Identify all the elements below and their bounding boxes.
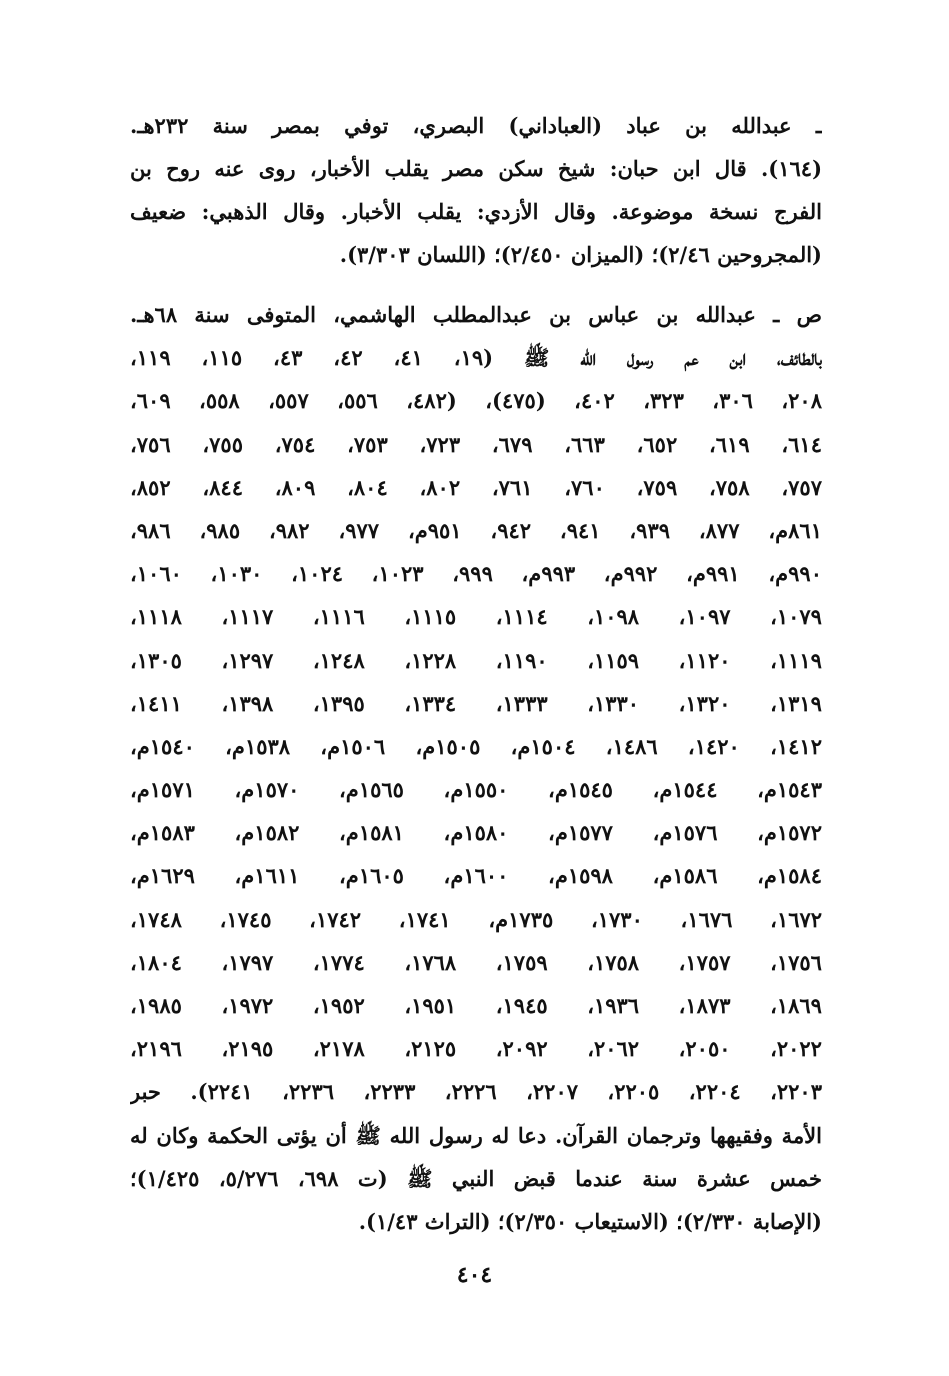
entry-line: ١٧٥٦، ١٧٥٧، ١٧٥٨، ١٧٥٩، ١٧٦٨، ١٧٧٤، ١٧٩٧، ١٨٠٤،	[130, 949, 822, 975]
entry-line: بالطائف، ابن عم رسول الله ﷺ (١٩، ٤١، ٤٢، ٤٣، ١١٥، ١١٩،	[130, 345, 822, 371]
entry-line: (الإصابة ٢/٣٣٠)؛ (الاستيعاب ٢/٣٥٠)؛ (التراث ١/٤٣).	[358, 1208, 822, 1234]
entry-line: ١٥٧٢م، ١٥٧٦م، ١٥٧٧م، ١٥٨٠م، ١٥٨١م، ١٥٨٢م، ١٥٨٣م،	[130, 820, 822, 846]
entry-line: ٢٠٢٢، ٢٠٥٠، ٢٠٦٢، ٢٠٩٢، ٢١٢٥، ٢١٧٨، ٢١٩٥، ٢١٩٦،	[130, 1036, 822, 1062]
entry-line: (المجروحين ٢/٤٦)؛ (الميزان ٢/٤٥٠)؛ (اللسان ٣/٣٠٣).	[339, 242, 822, 267]
biography-entry-abdullah-ibn-abbad	[130, 104, 822, 276]
entry-line: (١٦٤). قال ابن حبان: شيخ سكن مصر يقلب الأخبار، روى عنه روح بن	[130, 156, 822, 181]
entry-line: ١٣١٩، ١٣٢٠، ١٣٣٠، ١٣٣٣، ١٣٣٤، ١٣٩٥، ١٣٩٨، ١٤١١،	[130, 690, 822, 716]
entry-line: ١٥٨٤م، ١٥٨٦م، ١٥٩٨م، ١٦٠٠م، ١٦٠٥م، ١٦١١م، ١٦٢٩م،	[130, 863, 822, 889]
entry-line: الأمة وفقيهها وترجمان القرآن. دعا له رسول الله ﷺ أن يؤتى الحكمة وكان له	[130, 1122, 822, 1148]
entry-line: ٩٩٠م، ٩٩١م، ٩٩٢م، ٩٩٣م، ٩٩٩، ١٠٢٣، ١٠٢٤، ١٠٣٠، ١٠٦٠،	[130, 561, 822, 587]
entry-line: ٦١٤، ٦١٩، ٦٥٢، ٦٦٣، ٦٧٩، ٧٢٣، ٧٥٣، ٧٥٤، ٧٥٥، ٧٥٦،	[130, 431, 822, 457]
biography-entry-abdullah-ibn-abbas	[130, 293, 822, 1243]
entry-line: ٧٥٧، ٧٥٨، ٧٥٩، ٧٦٠، ٧٦١، ٨٠٢، ٨٠٤، ٨٠٩، ٨٤٤، ٨٥٢،	[130, 474, 822, 500]
entry-line: خمس عشرة سنة عندما قبض النبي ﷺ (ت ٦٩٨، ٥/٢٧٦، ١/٤٢٥)؛	[130, 1165, 822, 1191]
page-number: ٤٠٤	[456, 1262, 493, 1288]
entry-line: الفرج نسخة موضوعة. وقال الأزدي: يقلب الأخبار. وقال الذهبي: ضعيف	[130, 199, 822, 224]
entry-line: ١٨٦٩، ١٨٧٣، ١٩٣٦، ١٩٤٥، ١٩٥١، ١٩٥٢، ١٩٧٢، ١٩٨٥،	[130, 993, 822, 1018]
entry-line: ١٤١٢، ١٤٢٠، ١٤٨٦، ١٥٠٤م، ١٥٠٥م، ١٥٠٦م، ١٥٣٨م، ١٥٤٠م،	[130, 733, 822, 759]
entry-line: ٨٦١م، ٨٧٧، ٩٣٩، ٩٤١، ٩٤٢، ٩٥١م، ٩٧٧، ٩٨٢، ٩٨٥، ٩٨٦،	[130, 517, 822, 543]
entry-line: ص ـ عبدالله بن عباس بن عبدالمطلب الهاشمي، المتوفى سنة ٦٨هـ.	[130, 302, 822, 327]
entry-line: ١٦٧٢، ١٦٧٦، ١٧٣٠، ١٧٣٥م، ١٧٤١، ١٧٤٢، ١٧٤٥، ١٧٤٨،	[130, 906, 822, 932]
entry-line: ـ عبدالله بن عباد (العباداني) البصري، توفي بمصر سنة ٢٣٢هـ.	[130, 113, 822, 138]
entry-line: ١٠٧٩، ١٠٩٧، ١٠٩٨، ١١١٤، ١١١٥، ١١١٦، ١١١٧، ١١١٨،	[130, 604, 822, 630]
entry-line: ٢٠٨، ٣٠٦، ٣٢٣، ٤٠٢، (٤٧٥)، (٤٨٢، ٥٥٦، ٥٥٧، ٥٥٨، ٦٠٩،	[130, 388, 822, 414]
entry-line: ١١١٩، ١١٢٠، ١١٥٩، ١١٩٠، ١٢٢٨، ١٢٤٨، ١٢٩٧، ١٣٠٥،	[130, 647, 822, 673]
entry-line: ٢٢٠٣، ٢٢٠٤، ٢٢٠٥، ٢٢٠٧، ٢٢٢٦، ٢٢٣٣، ٢٢٣٦، ٢٢٤١). حبر	[130, 1079, 822, 1105]
entry-line: ١٥٤٣م، ١٥٤٤م، ١٥٤٥م، ١٥٥٠م، ١٥٦٥م، ١٥٧٠م، ١٥٧١م،	[130, 777, 822, 803]
